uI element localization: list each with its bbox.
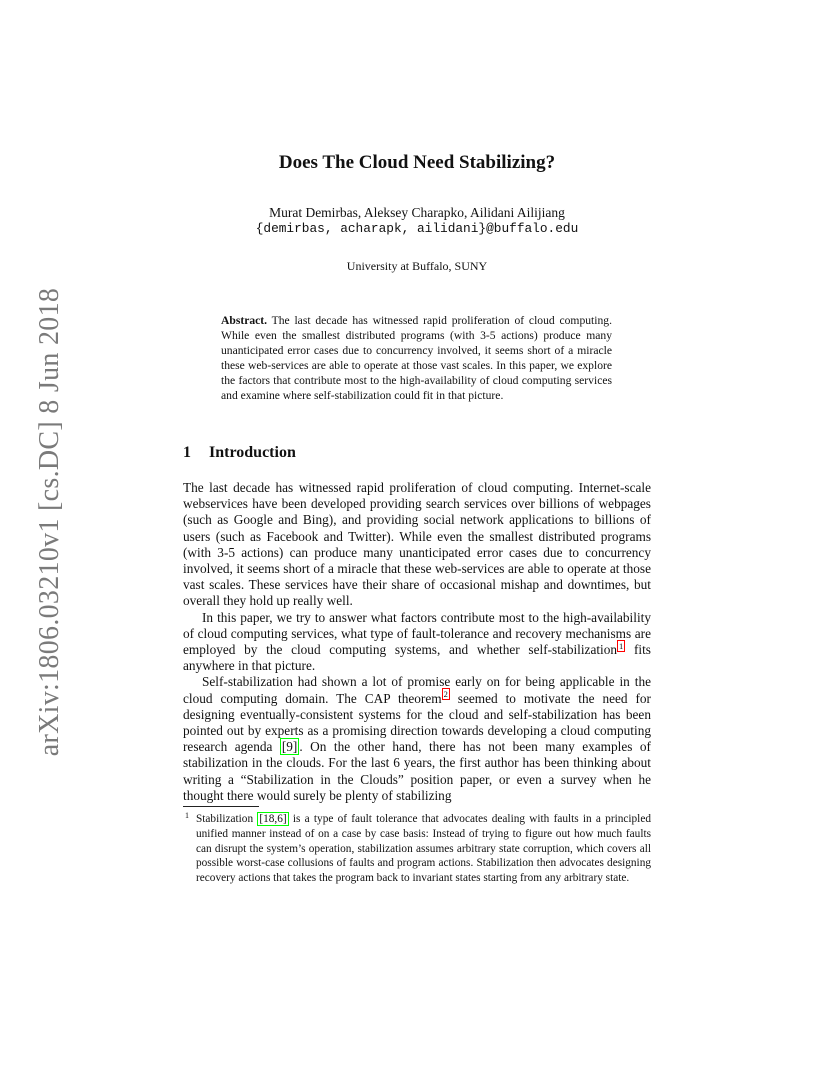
section-number: 1	[183, 444, 191, 461]
footnote-divider	[183, 806, 259, 807]
footnote-text-a: Stabilization	[196, 813, 258, 825]
footnote-1	[183, 812, 651, 886]
paragraph-2-text-a: In this paper, we try to answer what factors contribute most to the high-availability of cloud computing services, what type of fault-tolerance and recovery mechanisms are employed by the cloud computing systems, and whether self-stabilization	[183, 609, 651, 658]
author-list: Murat Demirbas, Aleksey Charapko, Ailidani Ailijiang	[269, 205, 565, 220]
section-heading	[183, 444, 296, 462]
footnote-text-b: is a type of fault tolerance that advocates dealing with faults in a principled unified manner instead of on a case by case basis: Instead of trying to figure out how much faults can disrupt the system’s operation, stabilization assumes arbitrary state corruption, which covers all possible worst-case collusions of faults and program actions. Stabilization then advocates designing recovery actions that takes the program back to invariant states starting from any arbitrary state.	[196, 813, 651, 885]
paragraph-3-text-c: . On the other hand, there has not been many examples of stabilization in the clouds. For the last 6 years, the first author has been thinking about writing a “Stabilization in the Clouds” position paper, or even a survey when he thought there would surely be plenty of stabilizing	[183, 739, 651, 803]
paragraph-1: The last decade has witnessed rapid proliferation of cloud computing. Internet-scale webservices have been developed providing search services over billions of webpages (such as Google and Bing), and providing social network applications to billions of users (such as Facebook and Twitter). While even the smallest distributed programs (with 3-5 actions) can produce many unanticipated error cases due to concurrency involved, it seems short of a miracle that these web-services are able to operate at those vast scales. These services have their share of occasional mishap and downtimes, but overall they hold up really well.	[183, 480, 651, 609]
citation-link[interactable]: [9]	[281, 739, 298, 755]
footnote-citation-link[interactable]: [18,6]	[259, 813, 287, 825]
arxiv-identifier: arXiv:1806.03210v1 [cs.DC] 8 Jun 2018	[34, 287, 65, 757]
footnote-ref-2[interactable]: 2	[443, 689, 448, 700]
affiliation: University at Buffalo, SUNY	[346, 259, 488, 273]
abstract	[221, 313, 612, 404]
author-emails: {demirbas, acharapk, ailidani}@buffalo.edu	[255, 221, 579, 236]
abstract-text: The last decade has witnessed rapid proliferation of cloud computing. While even the smallest distributed programs (with 3-5 actions) produce many unanticipated error cases due to concurrency involved, it seems short of a miracle these web-services are able to operate at those vast scales. In this paper, we explore the factors that contribute most to the high-availability of cloud computing services and examine where self-stabilization could fit in that picture.	[221, 314, 612, 403]
body-text	[183, 480, 651, 804]
paragraph-2	[183, 610, 651, 675]
abstract-label: Abstract.	[221, 314, 268, 327]
footnote-ref-1[interactable]: 1	[619, 640, 624, 651]
paragraph-3-text-b: seemed to motivate the need for designing eventually-consistent systems for the cloud and self-stabilization has been pointed out by experts as a promising direction towards developing a cloud computing research agenda	[183, 690, 651, 755]
paragraph-2-text-b: fits anywhere in that picture.	[183, 642, 651, 674]
paragraph-3	[183, 674, 651, 804]
section-title: Introduction	[209, 444, 296, 461]
paragraph-3-text-a: Self-stabilization had shown a lot of promise early on for being applicable in the cloud computing domain. The CAP theorem	[183, 674, 651, 706]
footnote-mark: 1	[185, 811, 189, 820]
paper-title: Does The Cloud Need Stabilizing?	[278, 152, 556, 173]
